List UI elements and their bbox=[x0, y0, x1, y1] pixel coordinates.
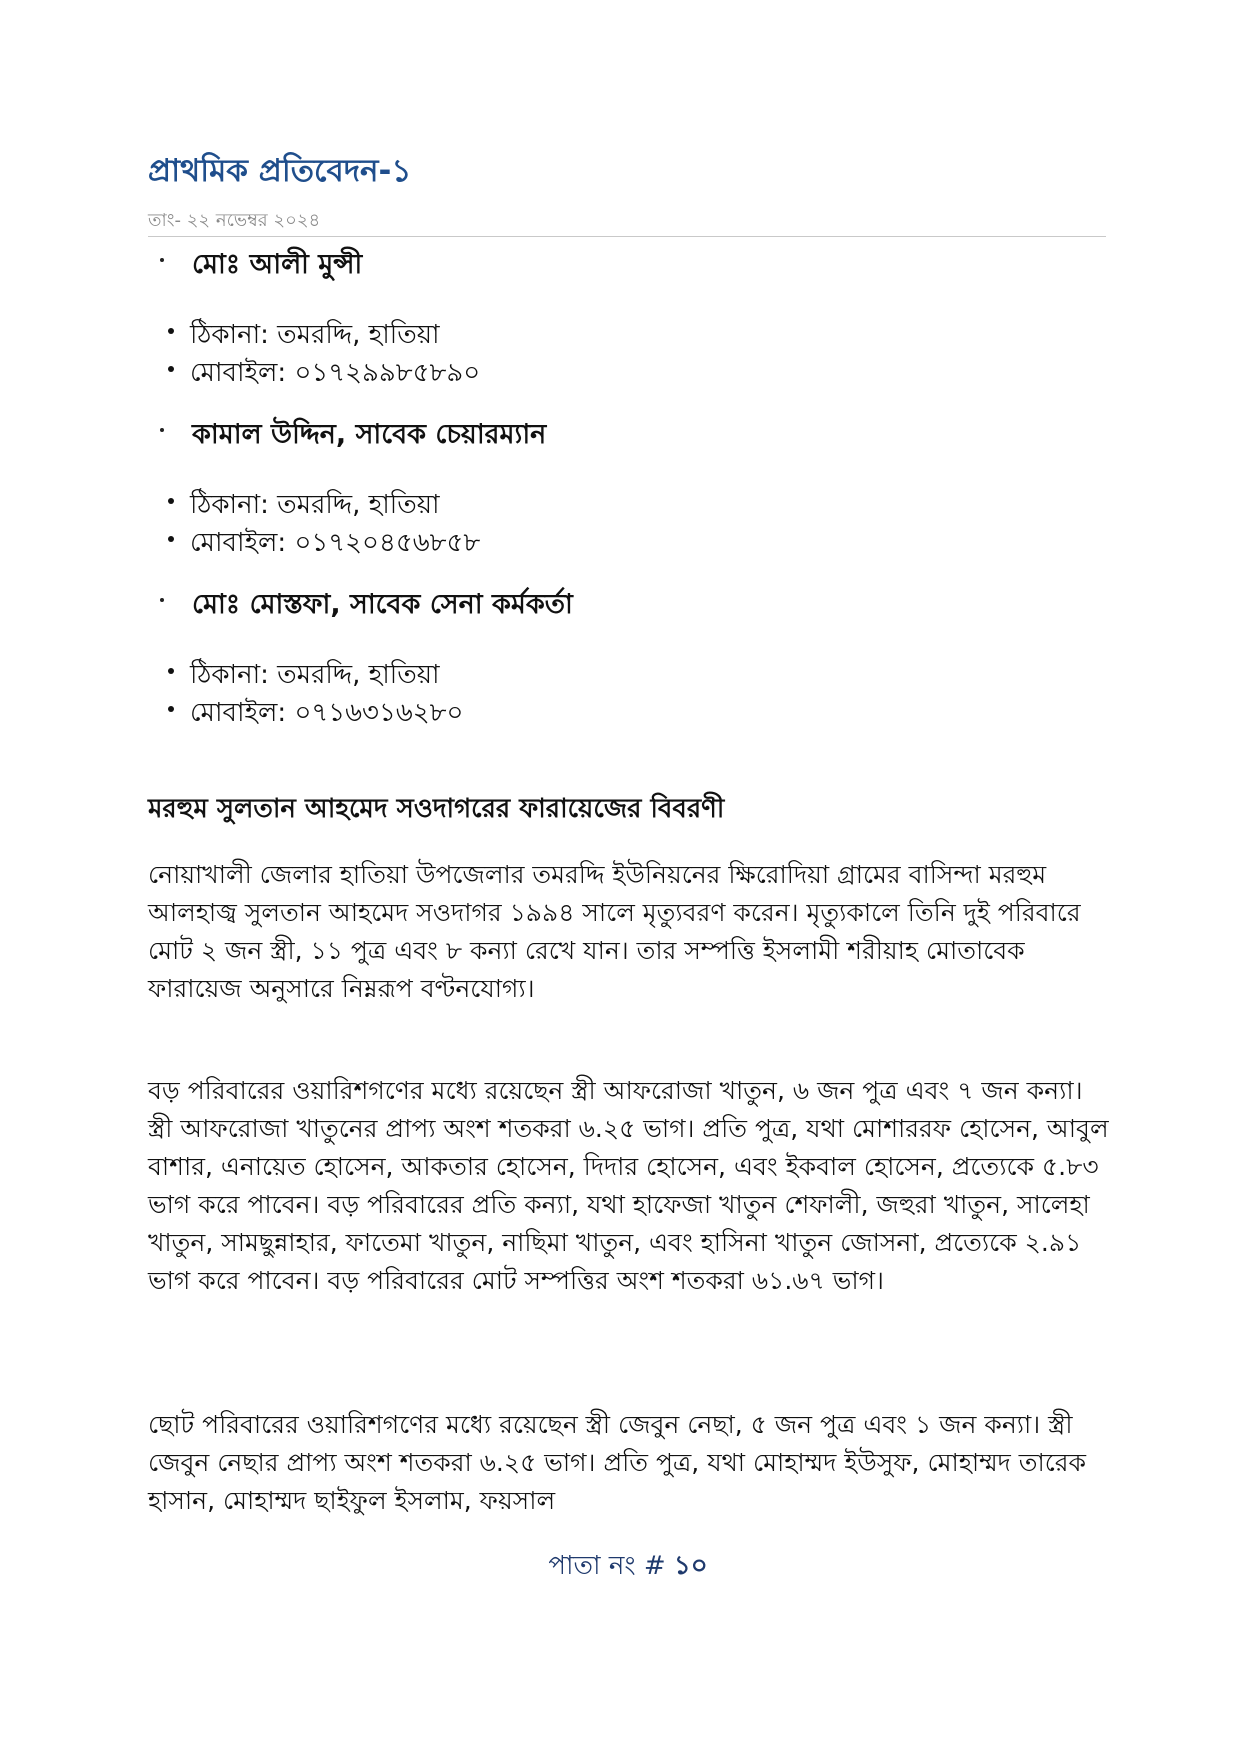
contact-address bbox=[190, 314, 480, 352]
contact-block bbox=[148, 584, 1108, 728]
contact-heading bbox=[148, 244, 1108, 284]
contact-address-text: ঠিকানা: তমরদ্দি, হাতিয়া bbox=[190, 490, 440, 520]
contact-details bbox=[190, 484, 480, 560]
list-bullet bbox=[168, 668, 174, 674]
contact-details bbox=[190, 314, 480, 390]
list-bullet bbox=[168, 706, 174, 712]
paragraph: ছোট পরিবারের ওয়ারিশগণের মধ্যে রয়েছেন স্ত্রী জেবুন নেছা, ৫ জন পুত্র এবং ১ জন কন্যা। স্ত্রী জেবুন নেছার প্রাপ্য অংশ শতকরা ৬.২৫ ভাগ। প্রতি পুত্র, যথা মোহাম্মদ ইউসুফ, মোহাম্মদ তারেক হাসান, মোহাম্মদ ছাইফুল ইসলাম, ফয়সাল bbox=[148, 1410, 1087, 1515]
contact-mobile-text: মোবাইল: ০১৭২৯৯৮৫৮৯০ bbox=[190, 358, 481, 388]
contact-mobile bbox=[190, 522, 480, 560]
contact-bullet bbox=[160, 428, 164, 432]
contact-address-text: ঠিকানা: তমরদ্দি, হাতিয়া bbox=[190, 320, 440, 350]
contact-mobile bbox=[190, 352, 480, 390]
contact-bullet bbox=[160, 598, 164, 602]
page-number: ১০ bbox=[673, 1551, 708, 1581]
title-divider bbox=[148, 236, 1106, 237]
contact-bullet bbox=[160, 258, 164, 262]
contact-address bbox=[190, 654, 463, 692]
contact-block bbox=[148, 244, 1108, 388]
contact-heading bbox=[148, 414, 1108, 454]
contact-address bbox=[190, 484, 480, 522]
contact-heading bbox=[148, 584, 1108, 624]
contact-mobile-text: মোবাইল: ০১৭২০৪৫৬৮৫৮ bbox=[190, 528, 481, 558]
document-page bbox=[148, 0, 1108, 1754]
list-bullet bbox=[168, 328, 174, 334]
list-bullet bbox=[168, 366, 174, 372]
paragraph: নোয়াখালী জেলার হাতিয়া উপজেলার তমরদ্দি ইউনিয়নের ক্ষিরোদিয়া গ্রামের বাসিন্দা মরহুম আলহাজ্ব সুলতান আহমেদ সওদাগর ১৯৯৪ সালে মৃত্যুবরণ করেন। মৃত্যুকালে তিনি দুই পরিবারে মোট ২ জন স্ত্রী, ১১ পুত্র এবং ৮ কন্যা রেখে যান। তার সম্পত্তি ইসলামী শরীয়াহ মোতাবেক ফারায়েজ অনুসারে নিম্নরূপ বণ্টনযোগ্য। bbox=[148, 860, 1081, 1003]
contact-block bbox=[148, 414, 1108, 558]
page-footer bbox=[148, 1545, 1108, 1589]
list-bullet bbox=[168, 536, 174, 542]
contact-name: মোঃ আলী মুন্সী bbox=[192, 249, 363, 280]
contact-address-text: ঠিকানা: তমরদ্দি, হাতিয়া bbox=[190, 660, 440, 690]
contact-mobile-text: মোবাইল: ০৭১৬৩১৬২৮০ bbox=[190, 698, 464, 728]
contact-mobile bbox=[190, 692, 463, 730]
list-bullet bbox=[168, 498, 174, 504]
section-heading: মরহুম সুলতান আহমেদ সওদাগরের ফারায়েজের বিবরণী bbox=[148, 794, 725, 824]
paragraph: বড় পরিবারের ওয়ারিশগণের মধ্যে রয়েছেন স্ত্রী আফরোজা খাতুন, ৬ জন পুত্র এবং ৭ জন কন্যা। স্ত্রী আফরোজা খাতুনের প্রাপ্য অংশ শতকরা ৬.২৫ ভাগ। প্রতি পুত্র, যথা মোশাররফ হোসেন, আবুল বাশার, এনায়েত হোসেন, আকতার হোসেন, দিদার হোসেন, এবং ইকবাল হোসেন, প্রত্যেকে ৫.৮৩ ভাগ করে পাবেন। বড় পরিবারের প্রতি কন্যা, যথা হাফেজা খাতুন শেফালী, জহুরা খাতুন, সালেহা খাতুন, সামছুন্নাহার, ফাতেমা খাতুন, নাছিমা খাতুন, এবং হাসিনা খাতুন জোসনা, প্রত্যেকে ২.৯১ ভাগ করে পাবেন। বড় পরিবারের মোট সম্পত্তির অংশ শতকরা ৬১.৬৭ ভাগ। bbox=[148, 1076, 1109, 1295]
contact-name: কামাল উদ্দিন, সাবেক চেয়ারম্যান bbox=[192, 419, 547, 450]
contact-details bbox=[190, 654, 463, 730]
report-date: তাং- ২২ নভেম্বর ২০২৪ bbox=[148, 210, 321, 231]
contact-name: মোঃ মোস্তফা, সাবেক সেনা কর্মকর্তা bbox=[192, 589, 573, 620]
page-label: পাতা নং # bbox=[548, 1551, 666, 1581]
report-title: প্রাথমিক প্রতিবেদন-১ bbox=[148, 153, 412, 189]
